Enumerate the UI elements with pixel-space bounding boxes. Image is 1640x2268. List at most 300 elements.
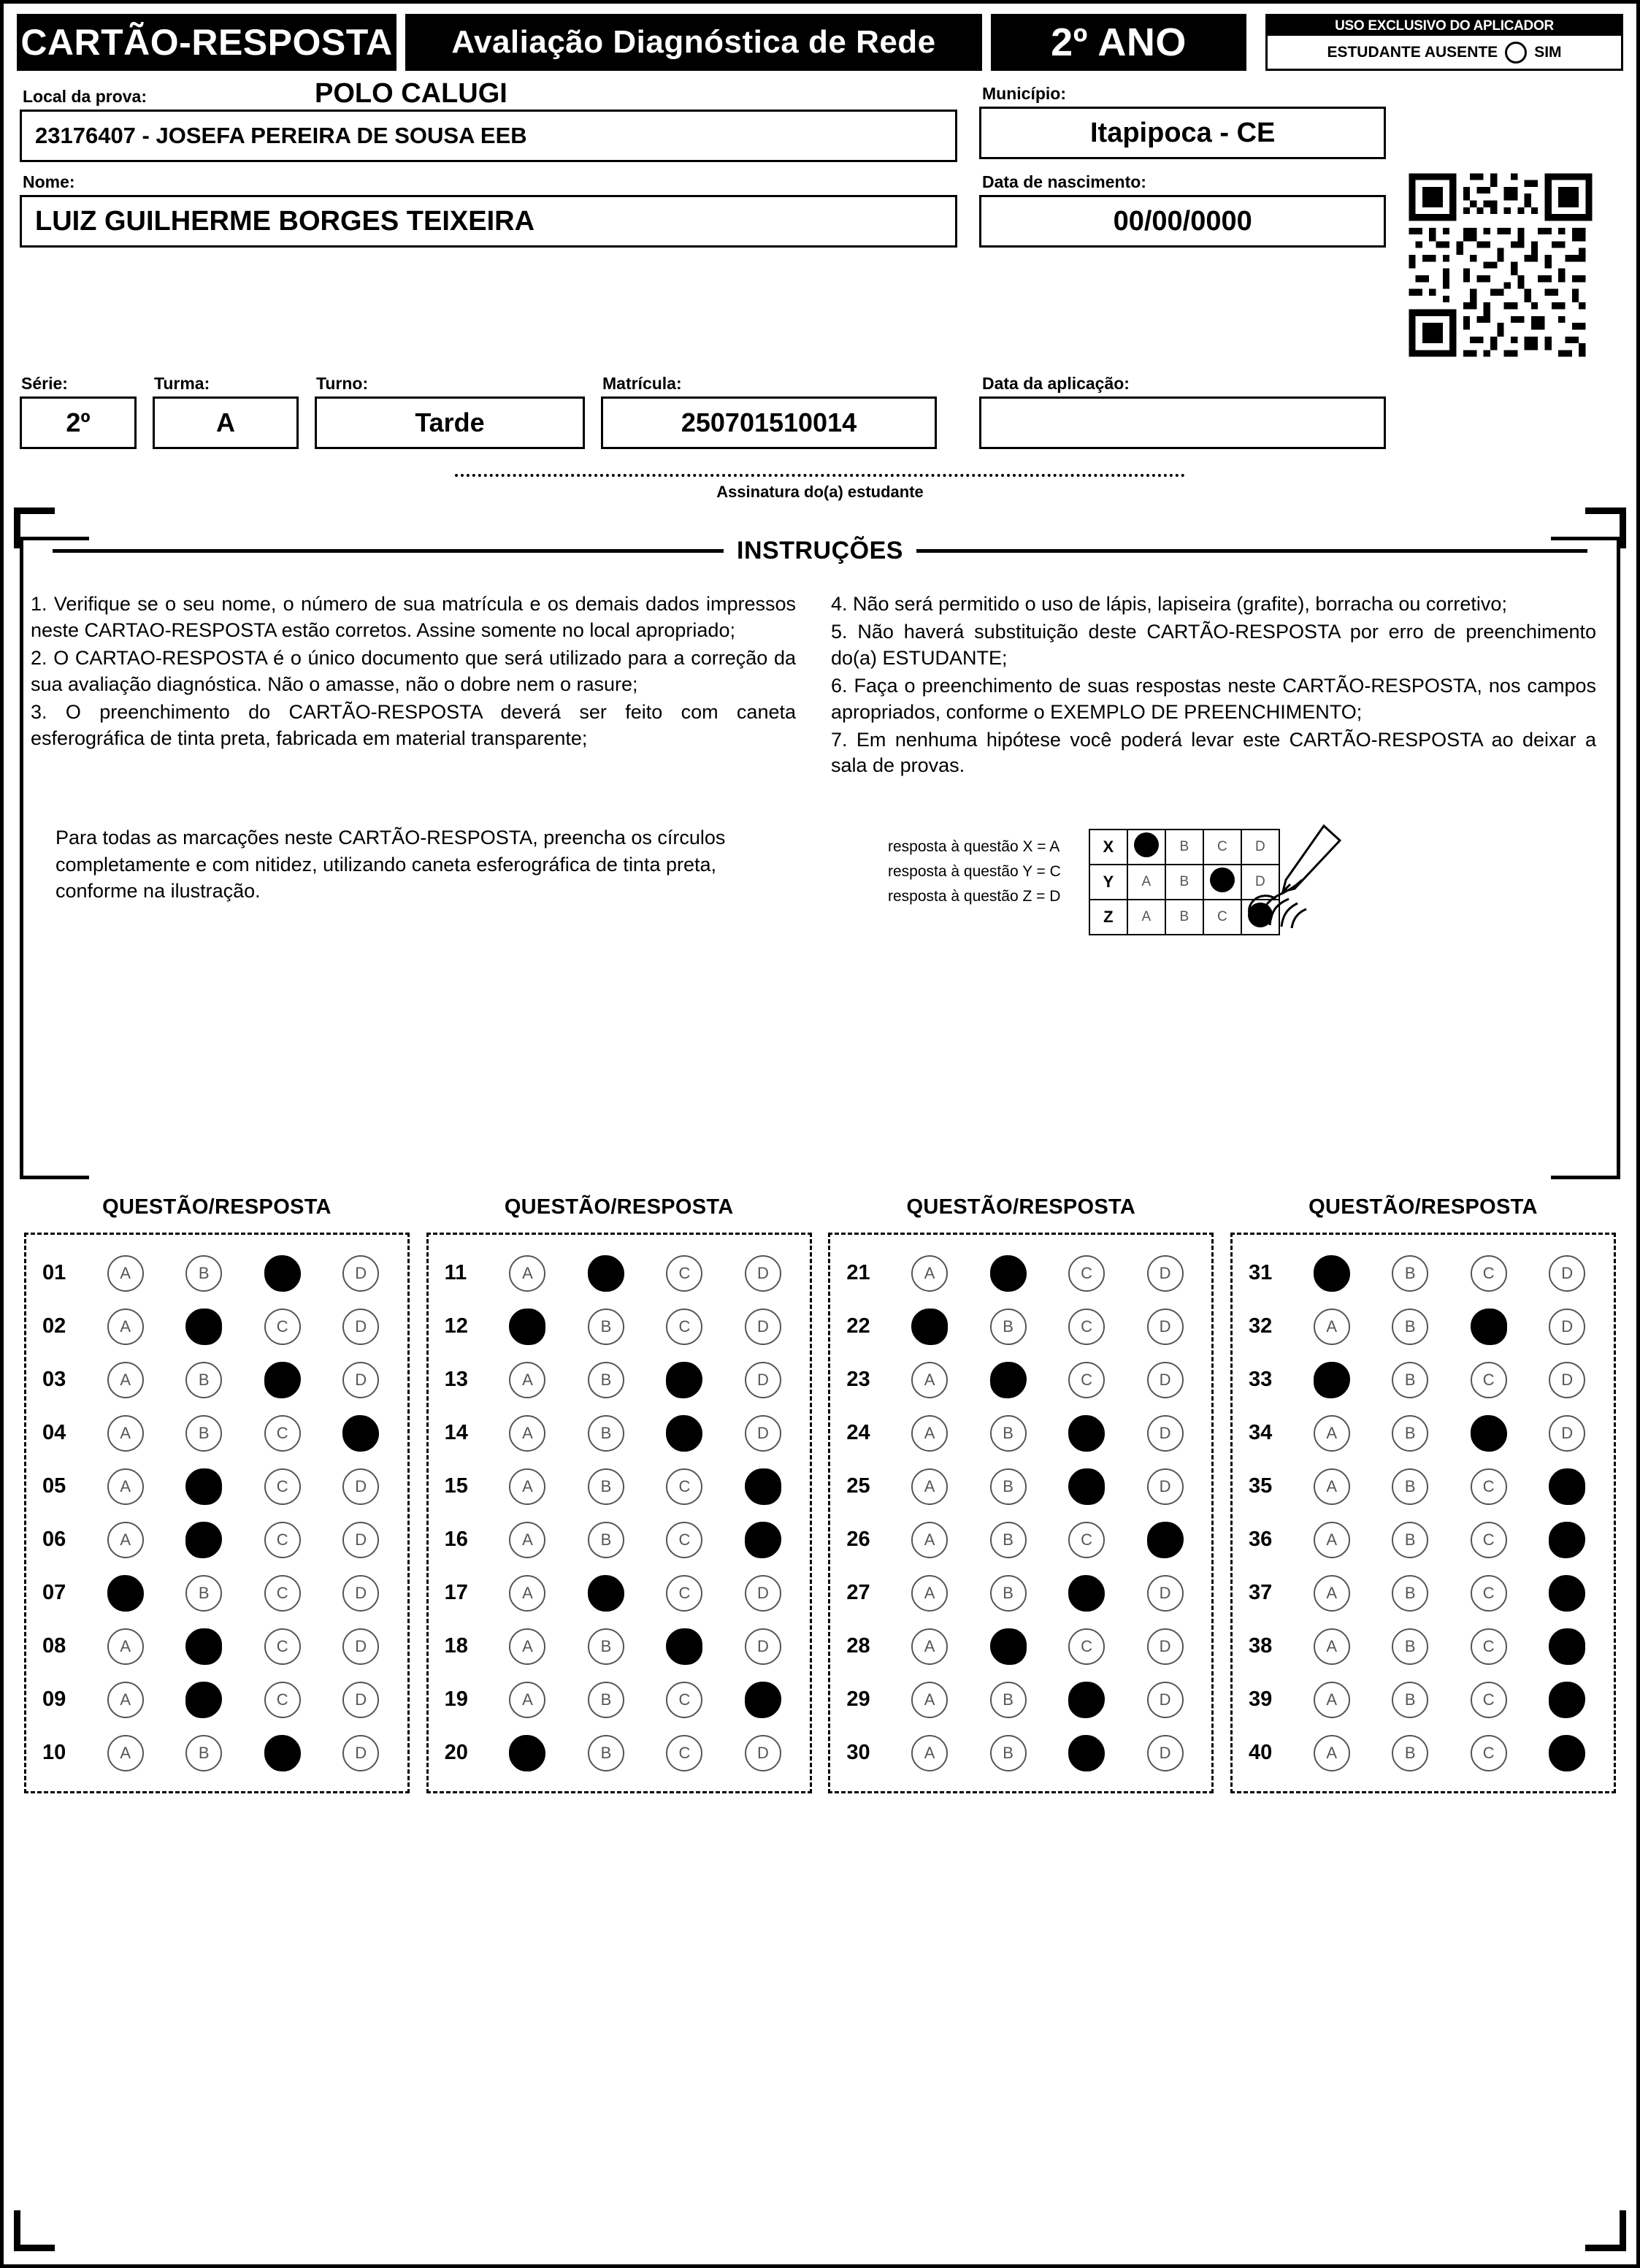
option-b[interactable]: B [1392,1468,1428,1505]
polo-name: POLO CALUGI [314,78,507,109]
option-b[interactable] [990,1255,1027,1292]
option-a[interactable]: A [509,1575,545,1612]
option-b[interactable] [185,1309,222,1345]
answer-column-title: QUESTÃO/RESPOSTA [504,1195,734,1219]
option-b[interactable]: B [588,1309,624,1345]
birth-field-group [979,166,1386,364]
instruction-item: 4. Não será permitido o uso de lápis, lapiseira (grafite), borracha ou corretivo; [831,593,1507,615]
option-a[interactable]: A [107,1362,144,1398]
option-d[interactable]: D [745,1735,781,1771]
option-group [488,1682,802,1718]
table-row [1240,1620,1606,1673]
option-c[interactable] [1068,1682,1105,1718]
question-number: 12 [444,1314,468,1338]
option-a[interactable]: A [1314,1575,1350,1612]
option-c[interactable]: C [666,1309,702,1345]
option-c[interactable]: C [1471,1575,1507,1612]
matricula-label: Matrícula: [602,374,682,393]
question-number: 34 [1248,1421,1273,1444]
example-cell-d: D [1241,865,1279,900]
option-group [86,1362,400,1398]
option-a[interactable]: A [911,1468,948,1505]
option-b[interactable]: B [990,1468,1027,1505]
option-b[interactable]: B [990,1682,1027,1718]
table-row [436,1726,802,1779]
table-row [34,1566,400,1620]
option-a[interactable]: A [107,1255,144,1292]
option-a[interactable]: A [911,1362,948,1398]
answer-column-box [426,1233,812,1793]
example-cell-b: B [1165,830,1203,865]
absent-bubble[interactable] [1505,42,1527,64]
matricula-value: 250701510014 [681,407,857,437]
option-b[interactable]: B [588,1682,624,1718]
option-a[interactable]: A [911,1415,948,1452]
option-d[interactable] [1549,1468,1585,1505]
qr-code-holder [1402,166,1620,364]
question-number: 40 [1248,1741,1273,1764]
option-b[interactable] [185,1468,222,1505]
signature-area[interactable] [20,474,1620,502]
option-group [86,1309,400,1345]
turma-box [153,396,299,449]
legend-line: resposta à questão Y = C [888,862,1061,880]
option-d[interactable]: D [342,1735,379,1771]
example-row-label: Y [1089,865,1127,900]
option-group [86,1468,400,1505]
hand-with-pen-icon [1238,821,1347,931]
option-a[interactable]: A [1314,1309,1350,1345]
absent-yes-label: SIM [1534,43,1562,61]
option-c[interactable]: C [1471,1362,1507,1398]
question-number: 20 [444,1741,468,1764]
name-value: LUIZ GUILHERME BORGES TEIXEIRA [35,205,535,237]
option-a[interactable]: A [509,1682,545,1718]
example-cell-c: C [1203,900,1241,935]
table-row [34,1673,400,1726]
birth-value: 00/00/0000 [1113,205,1252,237]
option-c[interactable]: C [666,1522,702,1558]
option-d[interactable] [1549,1522,1585,1558]
table-row [34,1726,400,1779]
option-a[interactable]: A [1314,1468,1350,1505]
option-b[interactable]: B [588,1468,624,1505]
option-c[interactable]: C [264,1522,301,1558]
table-row [1240,1566,1606,1620]
option-a[interactable]: A [107,1415,144,1452]
option-a[interactable] [107,1575,144,1612]
question-number: 23 [846,1368,870,1391]
option-group [488,1255,802,1292]
option-d[interactable]: D [1147,1468,1184,1505]
question-number: 35 [1248,1474,1273,1498]
option-b[interactable] [185,1628,222,1665]
option-a[interactable] [1314,1362,1350,1398]
option-c[interactable]: C [1471,1522,1507,1558]
option-group [890,1575,1204,1612]
local-label: Local da prova: [23,87,147,106]
option-group [488,1628,802,1665]
table-row [436,1566,802,1620]
option-d[interactable]: D [1549,1309,1585,1345]
question-number: 05 [42,1474,66,1498]
option-b[interactable]: B [185,1735,222,1771]
option-group [1292,1575,1606,1612]
option-b[interactable]: B [1392,1362,1428,1398]
option-c[interactable]: C [1068,1522,1105,1558]
instructions-columns [23,565,1617,781]
option-b[interactable]: B [588,1735,624,1771]
option-d[interactable]: D [342,1255,379,1292]
option-a[interactable]: A [107,1309,144,1345]
option-b[interactable]: B [1392,1682,1428,1718]
option-a[interactable]: A [509,1522,545,1558]
option-c[interactable] [1068,1575,1105,1612]
matricula-field-group [601,368,937,449]
option-a[interactable] [1314,1255,1350,1292]
option-d[interactable]: D [1549,1415,1585,1452]
option-c[interactable]: C [666,1682,702,1718]
table-row [436,1406,802,1460]
option-a[interactable]: A [107,1522,144,1558]
question-number: 26 [846,1528,870,1551]
turma-label: Turma: [154,374,210,393]
option-c[interactable] [1068,1735,1105,1771]
option-b[interactable]: B [1392,1575,1428,1612]
option-a[interactable]: A [911,1522,948,1558]
application-date-label: Data da aplicação: [982,374,1130,393]
option-c[interactable]: C [1471,1682,1507,1718]
option-a[interactable]: A [911,1255,948,1292]
option-d[interactable]: D [745,1309,781,1345]
option-d[interactable]: D [342,1309,379,1345]
option-b[interactable]: B [990,1415,1027,1452]
option-c[interactable]: C [1068,1255,1105,1292]
option-a[interactable]: A [1314,1415,1350,1452]
option-d[interactable] [342,1415,379,1452]
option-c[interactable] [264,1362,301,1398]
option-d[interactable]: D [1147,1309,1184,1345]
option-c[interactable]: C [264,1468,301,1505]
option-d[interactable]: D [1147,1255,1184,1292]
qr-code-area [1402,78,1620,162]
question-number: 22 [846,1314,870,1338]
example-row-label: Z [1089,900,1127,935]
option-d[interactable]: D [745,1362,781,1398]
option-d[interactable]: D [745,1575,781,1612]
option-b[interactable] [588,1575,624,1612]
table-row [838,1246,1204,1300]
answer-column-4 [1230,1195,1616,1793]
legend-line: resposta à questão X = A [888,838,1060,856]
option-d[interactable] [745,1522,781,1558]
name-box [20,195,957,248]
option-d[interactable] [745,1682,781,1718]
table-row [34,1406,400,1460]
question-number: 15 [444,1474,468,1498]
option-d[interactable]: D [342,1522,379,1558]
option-d[interactable]: D [342,1468,379,1505]
option-d[interactable]: D [342,1628,379,1665]
option-a[interactable]: A [509,1255,545,1292]
registration-mark-bottom-left [14,2210,55,2251]
option-c[interactable] [666,1362,702,1398]
option-group [1292,1255,1606,1292]
fill-example-grid [1089,824,1280,935]
option-b[interactable] [990,1362,1027,1398]
option-group [890,1522,1204,1558]
option-a[interactable]: A [107,1682,144,1718]
option-a[interactable]: A [107,1468,144,1505]
option-b[interactable]: B [185,1255,222,1292]
question-number: 37 [1248,1581,1273,1604]
option-d[interactable]: D [1147,1415,1184,1452]
question-number: 08 [42,1634,66,1658]
option-b[interactable]: B [1392,1628,1428,1665]
option-c[interactable] [1471,1309,1507,1345]
card-type-label: CARTÃO-RESPOSTA [17,14,396,71]
option-c[interactable] [1068,1415,1105,1452]
option-d[interactable]: D [1147,1362,1184,1398]
table-row [34,1300,400,1353]
table-row [838,1673,1204,1726]
option-c[interactable] [666,1415,702,1452]
option-b[interactable]: B [588,1628,624,1665]
serie-box [20,396,137,449]
option-c[interactable]: C [264,1309,301,1345]
qr-spacer [1402,368,1620,449]
option-c[interactable]: C [666,1735,702,1771]
example-cell-c: C [1203,830,1241,865]
option-b[interactable]: B [1392,1309,1428,1345]
table-row [838,1406,1204,1460]
option-group [1292,1682,1606,1718]
option-c[interactable]: C [1471,1735,1507,1771]
option-d[interactable]: D [745,1415,781,1452]
option-a[interactable] [911,1309,948,1345]
option-a[interactable]: A [509,1628,545,1665]
option-c[interactable]: C [264,1415,301,1452]
question-number: 10 [42,1741,66,1764]
option-b[interactable]: B [1392,1522,1428,1558]
option-a[interactable]: A [1314,1628,1350,1665]
applicator-only-box [1265,14,1623,71]
question-number: 02 [42,1314,66,1338]
option-group [488,1415,802,1452]
matricula-box [601,396,937,449]
filled-bubble [1210,867,1235,892]
option-d[interactable]: D [745,1255,781,1292]
table-row [34,1353,400,1406]
table-row [436,1246,802,1300]
option-group [86,1522,400,1558]
serie-value: 2º [66,407,91,437]
option-a[interactable]: A [911,1628,948,1665]
table-row [436,1673,802,1726]
option-c[interactable] [264,1255,301,1292]
option-a[interactable] [509,1735,545,1771]
option-d[interactable] [1549,1735,1585,1771]
option-d[interactable]: D [342,1362,379,1398]
option-group [488,1468,802,1505]
answer-column-box [1230,1233,1616,1793]
legend-line: resposta à questão Z = D [888,887,1061,905]
answer-column-1 [24,1195,410,1793]
question-number: 38 [1248,1634,1273,1658]
option-c[interactable]: C [264,1575,301,1612]
option-c[interactable] [264,1735,301,1771]
table-row [34,1460,400,1513]
answer-column-title: QUESTÃO/RESPOSTA [102,1195,332,1219]
exam-title: Avaliação Diagnóstica de Rede [405,14,982,71]
option-a[interactable]: A [911,1575,948,1612]
option-c[interactable] [666,1628,702,1665]
instruction-item: 1. Verifique se o seu nome, o número de sua matrícula e os demais dados impressos neste CARTAO-RESPOSTA estão corretos. Assine somente no local apropriado; [31,593,796,641]
instructions-left-column [31,591,796,781]
option-a[interactable]: A [911,1682,948,1718]
birth-box [979,195,1386,248]
option-d[interactable]: D [1147,1682,1184,1718]
option-b[interactable]: B [1392,1735,1428,1771]
option-a[interactable]: A [1314,1735,1350,1771]
option-group [890,1628,1204,1665]
question-number: 36 [1248,1528,1273,1551]
option-d[interactable] [1147,1522,1184,1558]
option-d[interactable]: D [1549,1362,1585,1398]
option-d[interactable] [1549,1575,1585,1612]
option-d[interactable]: D [342,1682,379,1718]
option-b[interactable]: B [185,1415,222,1452]
municipio-label: Município: [982,84,1066,103]
option-d[interactable]: D [1147,1575,1184,1612]
instructions-right-column [831,591,1596,781]
option-a[interactable] [509,1309,545,1345]
option-d[interactable]: D [1549,1255,1585,1292]
table-row [34,1246,400,1300]
question-number: 04 [42,1421,66,1444]
option-b[interactable]: B [1392,1415,1428,1452]
option-b[interactable]: B [185,1575,222,1612]
question-number: 39 [1248,1687,1273,1711]
table-row [436,1513,802,1566]
question-number: 27 [846,1581,870,1604]
option-b[interactable] [185,1522,222,1558]
option-a[interactable]: A [911,1735,948,1771]
option-d[interactable]: D [1147,1628,1184,1665]
example-row-label: X [1089,830,1127,865]
instruction-item: 6. Faça o preenchimento de suas respostas neste CARTÃO-RESPOSTA, nos campos apropriados, conforme o EXEMPLO DE PREENCHIMENTO; [831,674,1596,723]
option-d[interactable] [1549,1628,1585,1665]
option-c[interactable]: C [666,1575,702,1612]
option-group [1292,1468,1606,1505]
question-number: 16 [444,1528,468,1551]
answer-column-title: QUESTÃO/RESPOSTA [1308,1195,1538,1219]
option-b[interactable]: B [185,1362,222,1398]
answer-column-box [24,1233,410,1793]
option-d[interactable]: D [342,1575,379,1612]
option-a[interactable]: A [107,1628,144,1665]
question-number: 19 [444,1687,468,1711]
option-b[interactable]: B [990,1575,1027,1612]
option-a[interactable]: A [1314,1682,1350,1718]
option-b[interactable] [185,1682,222,1718]
option-c[interactable]: C [1471,1255,1507,1292]
qr-code [1402,166,1599,364]
option-group [1292,1415,1606,1452]
option-c[interactable]: C [666,1468,702,1505]
option-d[interactable] [1549,1682,1585,1718]
option-c[interactable]: C [264,1628,301,1665]
option-a[interactable]: A [509,1415,545,1452]
option-b[interactable] [990,1628,1027,1665]
option-c[interactable]: C [1471,1468,1507,1505]
option-b[interactable] [588,1255,624,1292]
signature-caption: Assinatura do(a) estudante [716,483,924,501]
option-c[interactable] [1068,1468,1105,1505]
option-c[interactable]: C [1068,1628,1105,1665]
question-number: 29 [846,1687,870,1711]
turno-value: Tarde [415,407,485,437]
option-b[interactable]: B [990,1309,1027,1345]
turno-box [315,396,585,449]
serie-label: Série: [21,374,68,393]
option-group [1292,1522,1606,1558]
application-date-box[interactable] [979,396,1386,449]
absent-row [1268,36,1621,69]
option-group [890,1255,1204,1292]
table-row [838,1620,1204,1673]
question-number: 11 [444,1261,467,1284]
option-group [1292,1628,1606,1665]
option-c[interactable] [1471,1415,1507,1452]
option-c[interactable]: C [264,1682,301,1718]
table-row [1240,1673,1606,1726]
option-d[interactable] [745,1468,781,1505]
question-number: 13 [444,1368,468,1391]
registration-mark-bottom-right [1585,2210,1626,2251]
option-c[interactable]: C [666,1255,702,1292]
option-group [1292,1735,1606,1771]
option-d[interactable]: D [745,1628,781,1665]
option-d[interactable]: D [1147,1735,1184,1771]
question-number: 28 [846,1634,870,1658]
answer-grid [4,1179,1636,1793]
option-b[interactable]: B [588,1362,624,1398]
option-a[interactable]: A [509,1362,545,1398]
option-b[interactable]: B [990,1522,1027,1558]
fill-example-area [23,781,1617,935]
option-c[interactable]: C [1068,1362,1105,1398]
option-a[interactable]: A [509,1468,545,1505]
option-a[interactable]: A [1314,1522,1350,1558]
option-b[interactable]: B [588,1415,624,1452]
option-c[interactable]: C [1068,1309,1105,1345]
option-a[interactable]: A [107,1735,144,1771]
applicator-box-title: USO EXCLUSIVO DO APLICADOR [1268,16,1621,36]
question-number: 03 [42,1368,66,1391]
table-row [436,1620,802,1673]
option-c[interactable]: C [1471,1628,1507,1665]
option-group [488,1735,802,1771]
question-number: 14 [444,1421,468,1444]
option-b[interactable]: B [1392,1255,1428,1292]
option-group [890,1362,1204,1398]
option-group [890,1468,1204,1505]
option-b[interactable]: B [990,1735,1027,1771]
option-group [86,1682,400,1718]
option-b[interactable]: B [588,1522,624,1558]
table-row [34,1620,400,1673]
